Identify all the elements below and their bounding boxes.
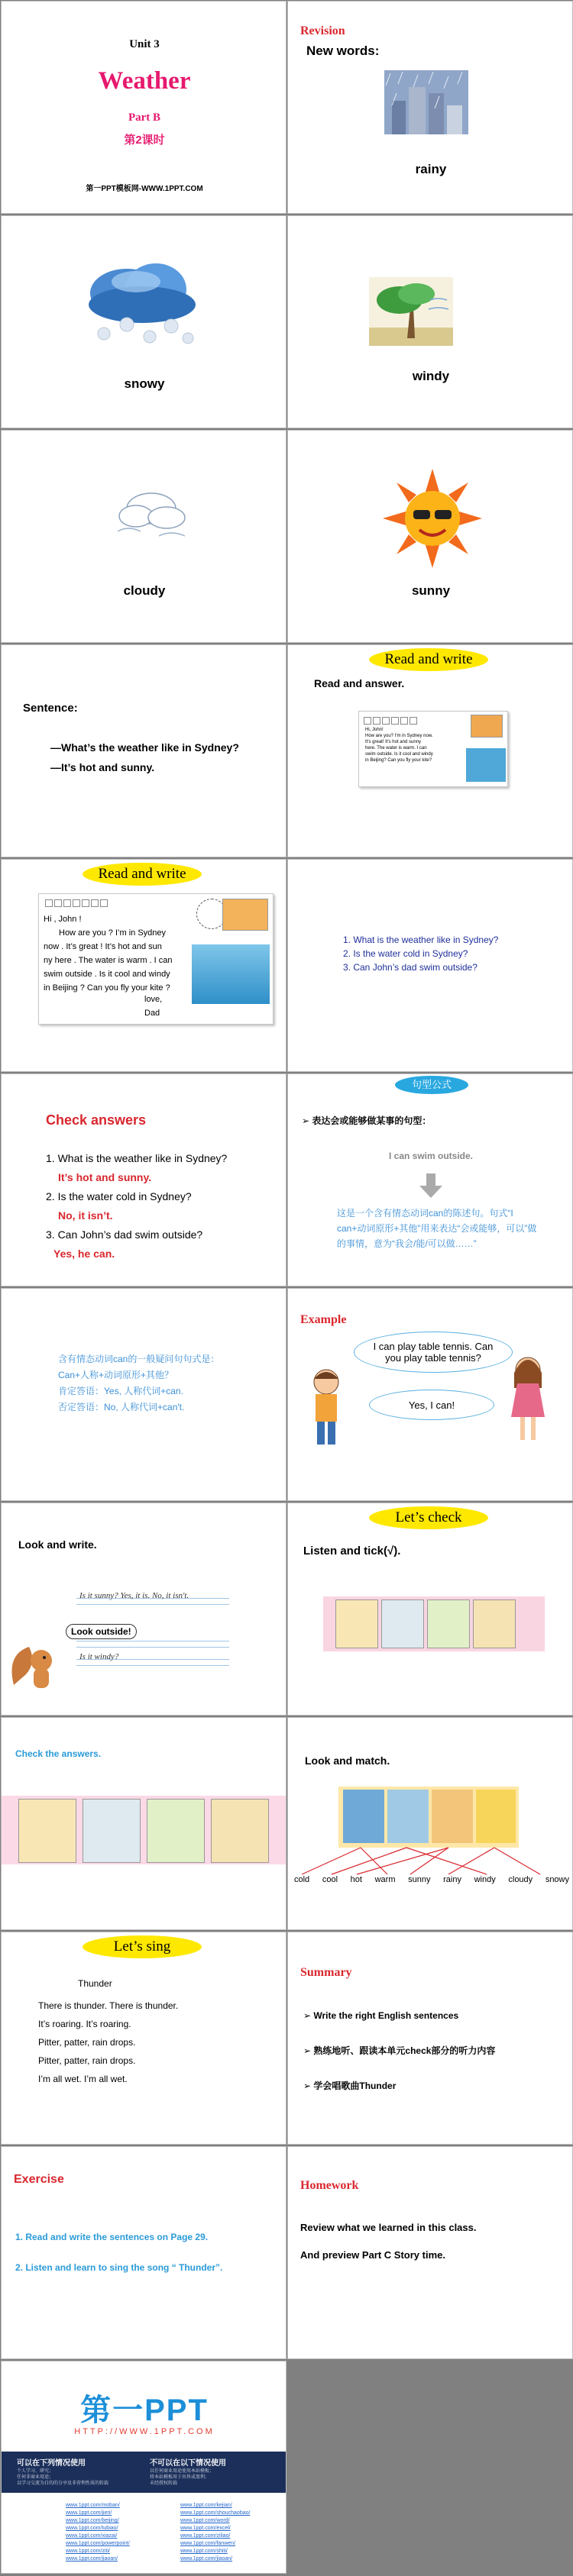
handwriting-line-2: Is it windy? bbox=[79, 1652, 119, 1661]
question-list: 1. What is the weather like in Sydney? 2. Is the water cold in Sydney? 3. Can John’s dad swim outside? bbox=[343, 935, 499, 973]
rainy-city-image bbox=[384, 70, 468, 138]
usage-forbidden-text: 以任何商业用途使用本站模板； 将本站模板用于出售或盈利； 未经授权转载 bbox=[150, 2469, 215, 2486]
windy-tree-image bbox=[369, 277, 453, 350]
weather-panel-3 bbox=[427, 1600, 470, 1648]
resource-link[interactable]: www.1ppt.com/powerpoint/ bbox=[66, 2541, 130, 2546]
resource-link[interactable]: www.1ppt.com/ziti/ bbox=[66, 2549, 110, 2554]
match-word: cloudy bbox=[508, 1875, 533, 1884]
slide-example bbox=[287, 1288, 573, 1501]
resource-link[interactable]: www.1ppt.com/xiazai/ bbox=[66, 2533, 118, 2539]
match-word: cool bbox=[322, 1875, 338, 1884]
writing-line bbox=[76, 1665, 229, 1666]
match-word: rainy bbox=[443, 1875, 461, 1884]
slide-summary bbox=[287, 1932, 573, 2145]
boy-figure bbox=[303, 1365, 349, 1453]
slide-sentence bbox=[1, 644, 286, 857]
usage-allowed-title: 可以在下列情况使用 bbox=[17, 2459, 86, 2468]
word-sunny: sunny bbox=[411, 583, 451, 598]
weather-panel-4 bbox=[473, 1600, 516, 1648]
match-word: sunny bbox=[408, 1875, 431, 1884]
answer-list: 1. What is the weather like in Sydney? It’s hot and sunny. 2. Is the water cold in Sydney? No, it isn’t. 3. Can John’s dad swim outside? Yes, he can. bbox=[46, 1152, 228, 1260]
summary-title: Summary bbox=[300, 1966, 352, 1979]
pattern-badge: 句型公式 bbox=[395, 1076, 468, 1094]
ppt-url: HTTP://WWW.1PPT.COM bbox=[74, 2427, 215, 2436]
answer-panel-4 bbox=[211, 1799, 269, 1863]
slide-cloudy bbox=[1, 430, 286, 643]
look-and-match-label: Look and match. bbox=[305, 1754, 390, 1767]
slide-pattern bbox=[287, 1073, 573, 1286]
stamp-boxes bbox=[45, 897, 109, 911]
postcard-small bbox=[358, 711, 508, 787]
slide-exercise bbox=[1, 2146, 286, 2359]
letter-love: love, bbox=[144, 995, 163, 1004]
usage-banner bbox=[2, 2452, 286, 2493]
word-windy: windy bbox=[412, 369, 450, 383]
resource-link[interactable]: www.1ppt.com/shiti/ bbox=[180, 2549, 228, 2554]
answer-panel-1 bbox=[18, 1799, 76, 1863]
slide-homework bbox=[287, 2146, 573, 2359]
pattern-explanation: 这是一个含有情态动词can的陈述句。句式“I can+动词原形+其他”用来表达“会或能够，可以”做的事情，意为“我会/能/可以做……” bbox=[337, 1208, 537, 1249]
answer-panel-3 bbox=[147, 1799, 205, 1863]
example-title: Example bbox=[300, 1313, 347, 1326]
resource-link[interactable]: www.1ppt.com/ziliao/ bbox=[180, 2533, 231, 2539]
pattern-example: I can swim outside. bbox=[388, 1151, 474, 1161]
word-snowy: snowy bbox=[124, 376, 165, 391]
slide-check-the-answers bbox=[1, 1717, 286, 1930]
homework-title: Homework bbox=[300, 2179, 359, 2192]
resource-link[interactable]: www.1ppt.com/word/ bbox=[180, 2518, 230, 2523]
match-word: snowy bbox=[545, 1875, 569, 1884]
sentence-label: Sentence: bbox=[23, 702, 78, 715]
exercise-list: 1. Read and write the sentences on Page 29. 2. Listen and learn to sing the song “ Thunder”. bbox=[15, 2232, 223, 2273]
sentence-answer: —It’s hot and sunny. bbox=[50, 761, 155, 773]
snow-cloud-image bbox=[81, 251, 203, 354]
slide-revision bbox=[287, 1, 573, 214]
resource-link[interactable]: www.1ppt.com/moban/ bbox=[66, 2503, 120, 2508]
postcard-photo bbox=[471, 715, 503, 738]
resource-link[interactable]: www.1ppt.com/beijing/ bbox=[66, 2518, 119, 2523]
slide-snowy bbox=[1, 215, 286, 428]
summary-list: ➢ Write the right English sentences ➢ 熟练地听、跟读本单元check部分的听力内容 ➢ 学会唱歌曲Thunder bbox=[303, 2010, 496, 2091]
slide-look-match bbox=[287, 1717, 573, 1930]
match-word: warm bbox=[374, 1875, 396, 1884]
match-word: windy bbox=[474, 1875, 496, 1884]
read-and-answer-label: Read and answer. bbox=[314, 677, 405, 689]
slide-listen-tick bbox=[287, 1503, 573, 1716]
sun-image bbox=[383, 469, 482, 572]
letter-signature: Dad bbox=[144, 1009, 160, 1018]
exercise-title: Exercise bbox=[14, 2173, 64, 2186]
new-words-label: New words: bbox=[306, 44, 380, 58]
unit-label: Unit 3 bbox=[129, 38, 160, 50]
slide-letter bbox=[1, 859, 286, 1072]
slide-template-credit bbox=[1, 2361, 286, 2574]
resource-link[interactable]: www.1ppt.com/excel/ bbox=[180, 2526, 231, 2531]
swimmer-photo bbox=[192, 944, 270, 1004]
slide-title bbox=[1, 1, 286, 214]
postcard-text: Hi, John! How are you? I'm in Sydney now. It's great! It's hot and sunny here. The water is warm. I can swim outside. Is it cool and windy in Beijing? Can you fly your kite? bbox=[365, 728, 433, 763]
homework-list: Review what we learned in this class. And preview Part C Story time. bbox=[300, 2222, 477, 2261]
writing-line bbox=[76, 1647, 229, 1648]
resource-link[interactable]: www.1ppt.com/jieri/ bbox=[66, 2510, 112, 2516]
question-pattern-list: 含有情态动词can的一般疑问句句式是： Can+人称+动词原形+其他？ 肯定答语：Yes, 人称代词+can. 否定答语：No, 人称代词+can't. bbox=[58, 1354, 220, 1412]
resource-link[interactable]: www.1ppt.com/tubiao/ bbox=[66, 2526, 118, 2531]
read-and-write-badge: Read and write bbox=[83, 863, 202, 886]
ppt-logo: 第一PPT bbox=[80, 2394, 209, 2427]
song-lyrics: There is thunder. There is thunder. It’s roaring. It’s roaring. Pitter, patter, rain drops. Pitter, patter, rain drops. I’m all wet. I’m all wet. bbox=[38, 2000, 179, 2084]
match-word: cold bbox=[294, 1875, 310, 1884]
lesson-number: 第2课时 bbox=[124, 134, 165, 147]
song-title: Thunder bbox=[78, 1978, 112, 1989]
squirrel-image bbox=[8, 1632, 61, 1696]
resource-link[interactable]: www.1ppt.com/kejian/ bbox=[180, 2503, 232, 2508]
match-lines bbox=[288, 1718, 573, 1930]
resource-links-1 bbox=[66, 2502, 130, 2563]
usage-allowed-text: 个人学习、研究； 任何非商业用途； 以学习交流为目的的分享及非营利性质的转载 bbox=[17, 2469, 109, 2486]
girl-figure bbox=[505, 1353, 551, 1448]
down-arrow-icon bbox=[419, 1173, 442, 1202]
resource-link[interactable]: www.1ppt.com/shouchaobao/ bbox=[180, 2510, 251, 2516]
slide-sunny bbox=[287, 430, 573, 643]
handwriting-line-1: Is it sunny? Yes, it is. No, it isn't. bbox=[79, 1591, 189, 1600]
postcard-large bbox=[38, 893, 274, 1025]
slide-read-answer bbox=[287, 644, 573, 857]
usage-forbidden-title: 不可以在以下情况使用 bbox=[150, 2459, 226, 2468]
slide-lets-sing bbox=[1, 1932, 286, 2145]
resource-link[interactable]: www.1ppt.com/fanwen/ bbox=[180, 2541, 235, 2546]
pattern-heading: ➢ 表达会或能够做某事的句型： bbox=[302, 1115, 432, 1126]
resource-link[interactable]: www.1ppt.com/jiaoan/ bbox=[66, 2556, 118, 2561]
lets-check-badge: Let’s check bbox=[369, 1506, 488, 1529]
match-word-row bbox=[294, 1875, 569, 1884]
speech-bubble-left: I can play table tennis. Can you play table tennis? bbox=[354, 1332, 513, 1373]
cloudy-image bbox=[113, 483, 197, 547]
resource-link[interactable]: www.1ppt.com/jiaoan/ bbox=[180, 2556, 233, 2561]
answer-panel-2 bbox=[83, 1799, 141, 1863]
part-label: Part B bbox=[128, 111, 161, 124]
look-and-write-label: Look and write. bbox=[18, 1538, 97, 1551]
weather-panel-1 bbox=[335, 1600, 378, 1648]
sentence-question: —What’s the weather like in Sydney? bbox=[50, 741, 239, 754]
slide-questions bbox=[287, 859, 573, 1072]
word-rainy: rainy bbox=[415, 162, 447, 176]
check-the-answers-label: Check the answers. bbox=[15, 1748, 102, 1759]
look-outside-bubble: Look outside! bbox=[66, 1624, 137, 1639]
postcard-water-photo bbox=[466, 748, 506, 782]
revision-label: Revision bbox=[300, 24, 345, 37]
sunset-photo bbox=[222, 899, 268, 931]
weather-panel-2 bbox=[381, 1600, 424, 1648]
word-cloudy: cloudy bbox=[123, 583, 166, 598]
match-word: hot bbox=[350, 1875, 362, 1884]
slide-look-write bbox=[1, 1503, 286, 1716]
letter-text: Hi , John ! How are you ? I’m in Sydney now . It’s great ! It’s hot and sun ny here . The water is warm . I can swim outside . Is it cool and windy in Beijing ? Can you fly your kite ? bbox=[44, 915, 173, 993]
slide-check-answers bbox=[1, 1073, 286, 1286]
read-and-write-badge: Read and write bbox=[369, 648, 488, 671]
speech-bubble-right: Yes, I can! bbox=[369, 1390, 494, 1420]
resource-links-2 bbox=[180, 2502, 250, 2563]
lets-sing-badge: Let’s sing bbox=[83, 1935, 202, 1958]
listen-and-tick-label: Listen and tick(√). bbox=[303, 1545, 401, 1558]
check-answers-title: Check answers bbox=[46, 1112, 147, 1128]
writing-line bbox=[76, 1604, 229, 1605]
lesson-title: Weather bbox=[98, 67, 191, 95]
slide-question-pattern bbox=[1, 1288, 286, 1501]
slide-windy bbox=[287, 215, 573, 428]
credit-text: 第一PPT模板网-WWW.1PPT.COM bbox=[86, 185, 203, 193]
